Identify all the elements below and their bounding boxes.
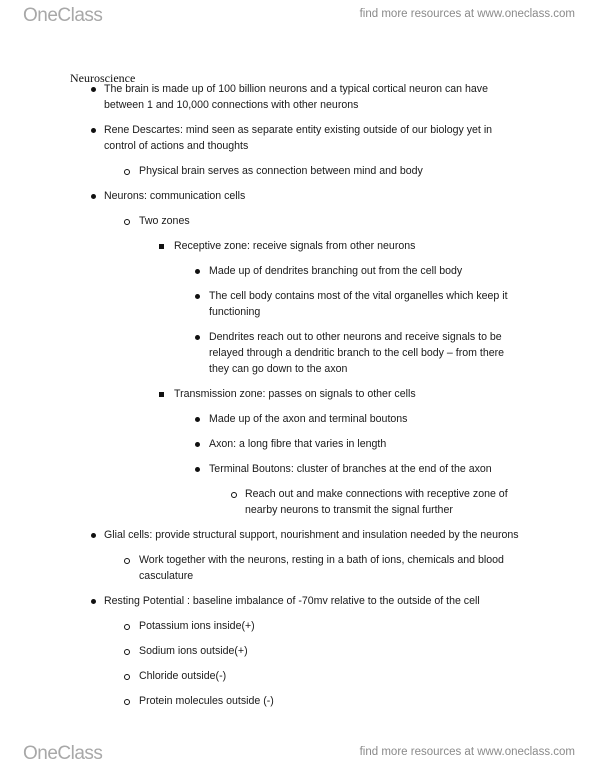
list-item-line: between 1 and 10,000 connections with other neurons xyxy=(104,99,359,111)
list-item-line: Neurons: communication cells xyxy=(104,190,246,202)
list-item-line: Axon: a long fibre that varies in length xyxy=(209,438,387,450)
list-item-line: Physical brain serves as connection between mind and body xyxy=(139,165,423,177)
list-item-line: Resting Potential : baseline imbalance of -70mv relative to the outside of the cell xyxy=(104,595,480,607)
list-item-line: Made up of the axon and terminal boutons xyxy=(209,413,408,425)
bullet-square-icon xyxy=(159,392,164,397)
list-item-line: Sodium ions outside(+) xyxy=(139,645,248,657)
list-item-line: nearby neurons to transmit the signal further xyxy=(245,504,453,516)
list-item-line: relayed through a dendritic branch to the cell body – from there xyxy=(209,347,505,359)
bullet-circle-icon xyxy=(124,169,130,175)
list-item-line: control of actions and thoughts xyxy=(104,140,249,152)
list-item-line: Protein molecules outside (-) xyxy=(139,695,274,707)
list-item-line: Chloride outside(-) xyxy=(139,670,227,682)
page-footer xyxy=(0,738,595,768)
bullet-disc-icon xyxy=(195,467,200,472)
list-item-line: Terminal Boutons: cluster of branches at the end of the axon xyxy=(209,463,492,475)
bullet-disc-icon xyxy=(195,417,200,422)
list-item-line: Glial cells: provide structural support, nourishment and insulation needed by the neurons xyxy=(104,529,519,541)
list-item-line: The brain is made up of 100 billion neurons and a typical cortical neuron can have xyxy=(104,83,488,95)
bullet-square-icon xyxy=(159,244,164,249)
list-item-line: functioning xyxy=(209,306,261,318)
list-item-line: Receptive zone: receive signals from other neurons xyxy=(174,240,416,252)
bullet-disc-icon xyxy=(91,128,96,133)
bullet-disc-icon xyxy=(91,533,96,538)
bullet-circle-icon xyxy=(124,649,130,655)
list-item-line: casculature xyxy=(139,570,194,582)
list-item-line: Transmission zone: passes on signals to other cells xyxy=(174,388,416,400)
bullet-disc-icon xyxy=(195,294,200,299)
list-item-line: Made up of dendrites branching out from the cell body xyxy=(209,265,463,277)
bullet-disc-icon xyxy=(195,442,200,447)
bullet-circle-icon xyxy=(231,492,237,498)
bullet-circle-icon xyxy=(124,624,130,630)
bullet-disc-icon xyxy=(195,335,200,340)
list-item-line: The cell body contains most of the vital organelles which keep it xyxy=(209,290,508,302)
oneclass-logo[interactable]: OneClass xyxy=(23,743,103,764)
bullet-circle-icon xyxy=(124,558,130,564)
bullet-disc-icon xyxy=(91,87,96,92)
bullet-circle-icon xyxy=(124,674,130,680)
bullet-disc-icon xyxy=(91,194,96,199)
resources-link[interactable]: find more resources at www.oneclass.com xyxy=(359,746,575,758)
list-item-line: they can go down to the axon xyxy=(209,363,348,375)
oneclass-logo[interactable]: OneClass xyxy=(23,5,103,26)
resources-link[interactable]: find more resources at www.oneclass.com xyxy=(359,8,575,20)
bullet-circle-icon xyxy=(124,219,130,225)
bullet-disc-icon xyxy=(91,599,96,604)
list-item-line: Potassium ions inside(+) xyxy=(139,620,255,632)
bullet-circle-icon xyxy=(124,699,130,705)
bullet-disc-icon xyxy=(195,269,200,274)
list-item-line: Work together with the neurons, resting in a bath of ions, chemicals and blood xyxy=(139,554,504,566)
list-item-line: Rene Descartes: mind seen as separate entity existing outside of our biology yet in xyxy=(104,124,493,136)
list-item-line: Two zones xyxy=(139,215,190,227)
page-title: Neuroscience xyxy=(70,71,136,85)
list-item-line: Reach out and make connections with receptive zone of xyxy=(245,488,508,500)
list-item-line: Dendrites reach out to other neurons and receive signals to be xyxy=(209,331,502,343)
